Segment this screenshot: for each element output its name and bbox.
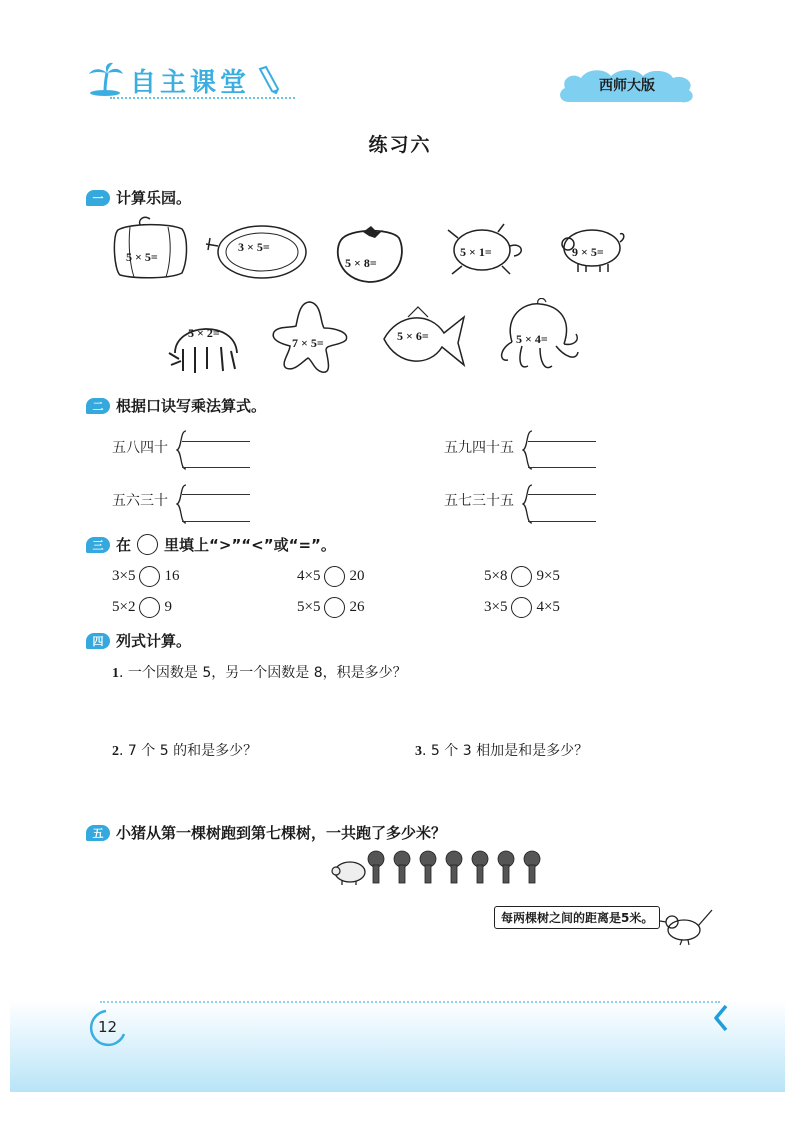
- compare-left: 5×5: [297, 599, 321, 615]
- answer-circle[interactable]: [511, 566, 532, 587]
- answer-circle[interactable]: [139, 597, 160, 618]
- section-4-badge: 四: [86, 633, 110, 649]
- answer-blank[interactable]: [528, 521, 596, 522]
- speech-note: 每两棵树之间的距离是5米。: [494, 906, 660, 929]
- answer-blank[interactable]: [182, 494, 250, 495]
- section-1-badge: 一: [86, 190, 110, 206]
- brand-title: 自主课堂: [130, 67, 251, 98]
- compare-item: [112, 566, 179, 587]
- problem-label: 5 × 5=: [126, 250, 158, 264]
- rhyme-label: 五九四十五: [444, 440, 514, 456]
- brace-icon: [522, 430, 534, 470]
- question-number: 3: [415, 744, 422, 759]
- section-3-heading: [86, 534, 336, 555]
- problem-label: 5 × 1=: [460, 245, 492, 259]
- compare-item: [297, 597, 364, 618]
- page-number: 12: [98, 1018, 118, 1036]
- section-3-title-prefix: 在: [116, 536, 132, 554]
- problem-label: 5 × 2=: [188, 326, 220, 340]
- tree-icon: [524, 851, 540, 883]
- rhyme-label: 五六三十: [112, 493, 168, 509]
- edition-label: 西师大版: [599, 78, 655, 94]
- pumpkin-icon: [110, 215, 190, 280]
- brace-icon: [176, 430, 188, 470]
- tree-icon: [368, 851, 384, 883]
- answer-blank[interactable]: [182, 521, 250, 522]
- question-text: . 5 个 3 相加是和是多少？: [422, 743, 589, 759]
- problem-label: 9 × 5=: [572, 245, 604, 259]
- tree-row: [364, 850, 544, 886]
- tree-icon: [498, 851, 514, 883]
- compare-left: 3×5: [112, 568, 136, 584]
- header-rule: [110, 97, 295, 99]
- jellyfish-icon: [165, 313, 245, 375]
- answer-blank[interactable]: [528, 441, 596, 442]
- tree-icon: [472, 851, 488, 883]
- page-title: 练习六: [368, 134, 432, 156]
- section-5-title: 小猪从第一棵树跑到第七棵树，一共跑了多少米？: [116, 824, 447, 842]
- problem-label: 5 × 6=: [397, 329, 429, 343]
- circle-icon: [137, 534, 158, 555]
- brace-icon: [176, 484, 188, 524]
- compare-left: 3×5: [484, 599, 508, 615]
- compare-right: 26: [349, 599, 365, 615]
- bird-icon: [658, 906, 714, 946]
- answer-blank[interactable]: [528, 494, 596, 495]
- brace-icon: [522, 484, 534, 524]
- answer-circle[interactable]: [511, 597, 532, 618]
- question-text: . 7 个 5 的和是多少？: [119, 743, 258, 759]
- section-2-badge: 二: [86, 398, 110, 414]
- footer-rule: [100, 1001, 720, 1003]
- compare-right: 9: [164, 599, 172, 615]
- answer-circle[interactable]: [324, 597, 345, 618]
- question-3: [415, 740, 588, 760]
- compare-item: [112, 597, 172, 618]
- section-4-title: 列式计算。: [116, 632, 192, 650]
- compare-right: 4×5: [536, 599, 560, 615]
- chevron-left-icon[interactable]: [713, 1004, 729, 1032]
- rhyme-label: 五八四十: [112, 440, 168, 456]
- compare-item: [484, 597, 560, 618]
- section-5-badge: 五: [86, 825, 110, 841]
- question-1: [112, 662, 407, 682]
- tree-icon: [394, 851, 410, 883]
- problem-label: 7 × 5=: [292, 336, 324, 350]
- answer-blank[interactable]: [528, 467, 596, 468]
- compare-left: 4×5: [297, 568, 321, 584]
- answer-circle[interactable]: [139, 566, 160, 587]
- question-number: 2: [112, 744, 119, 759]
- compare-left: 5×2: [112, 599, 136, 615]
- brand: [86, 60, 282, 100]
- tree-icon: [446, 851, 462, 883]
- question-2: [112, 740, 257, 760]
- section-2-heading: [86, 395, 266, 416]
- rhyme-label: 五七三十五: [444, 493, 514, 509]
- problem-label: 5 × 8=: [345, 256, 377, 270]
- section-4-heading: [86, 630, 191, 651]
- problem-label: 5 × 4=: [516, 332, 548, 346]
- compare-left: 5×8: [484, 568, 508, 584]
- problem-label: 3 × 5=: [238, 240, 270, 254]
- answer-blank[interactable]: [182, 467, 250, 468]
- compare-right: 16: [164, 568, 180, 584]
- pig-icon: [330, 858, 368, 886]
- palm-tree-icon: [86, 62, 124, 98]
- section-1-heading: [86, 187, 191, 208]
- section-3-badge: 三: [86, 537, 110, 553]
- compare-item: [297, 566, 364, 587]
- section-5-heading: [86, 822, 446, 843]
- answer-circle[interactable]: [324, 566, 345, 587]
- compare-right: 20: [349, 568, 365, 584]
- pencil-icon: [256, 65, 282, 95]
- compare-item: [484, 566, 560, 587]
- question-number: 1: [112, 666, 119, 681]
- section-1-title: 计算乐园。: [116, 189, 192, 207]
- tomato-icon: [333, 222, 408, 284]
- compare-right: 9×5: [536, 568, 560, 584]
- section-2-title: 根据口诀写乘法算式。: [116, 397, 267, 415]
- tree-icon: [420, 851, 436, 883]
- answer-blank[interactable]: [182, 441, 250, 442]
- section-3-title-suffix: 里填上“>”“<”或“=”。: [164, 536, 336, 554]
- question-text: . 一个因数是 5，另一个因数是 8，积是多少？: [119, 665, 407, 681]
